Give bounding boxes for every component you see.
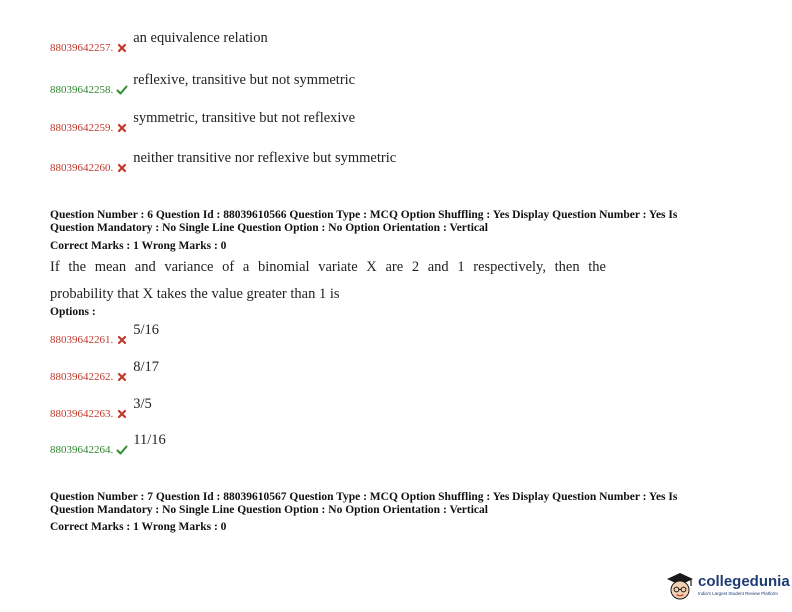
cross-icon: [116, 408, 128, 420]
option-id: 88039642258.: [50, 84, 114, 96]
question-text: probability that X takes the value greater than 1 is: [50, 286, 340, 302]
option-id: 88039642263.: [50, 408, 114, 420]
marks-line: Correct Marks : 1 Wrong Marks : 0: [50, 521, 227, 533]
option-text: 8/17: [133, 359, 160, 375]
option-id: 88039642261.: [50, 334, 114, 346]
option-text: 3/5: [133, 396, 152, 412]
option-text: 5/16: [133, 322, 160, 338]
option-text: reflexive, transitive but not symmetric: [133, 72, 356, 88]
option-id: 88039642262.: [50, 371, 114, 383]
option-text: symmetric, transitive but not reflexive: [133, 110, 356, 126]
cross-icon: [116, 122, 128, 134]
option-row: [50, 359, 160, 383]
option-id: 88039642259.: [50, 122, 114, 134]
check-icon: [116, 84, 128, 96]
option-text: neither transitive nor reflexive but symmetric: [133, 150, 397, 166]
option-row: [50, 150, 397, 174]
option-row: [50, 110, 356, 134]
question-text: If the mean and variance of a binomial variate X are 2 and 1 respectively, then the: [50, 259, 606, 275]
options-label: Options :: [50, 306, 96, 318]
question-meta-line: Question Number : 6 Question Id : 88039610566 Question Type : MCQ Option Shuffling : Yes Display Question Number : Yes Is: [50, 209, 678, 221]
cross-icon: [116, 162, 128, 174]
question-meta: [50, 209, 750, 235]
question-meta-line: Question Mandatory : No Single Line Question Option : No Option Orientation : Vertical: [50, 222, 488, 234]
option-text: 11/16: [133, 432, 166, 448]
check-icon: [116, 444, 128, 456]
option-id: 88039642260.: [50, 162, 114, 174]
option-text: an equivalence relation: [133, 30, 268, 46]
logo-wordmark: collegedunia: [698, 573, 790, 590]
option-id: 88039642257.: [50, 42, 114, 54]
question-meta: [50, 491, 750, 517]
option-row: [50, 72, 356, 96]
question-meta-line: Question Mandatory : No Single Line Question Option : No Option Orientation : Vertical: [50, 504, 488, 516]
cross-icon: [116, 334, 128, 346]
question-meta-line: Question Number : 7 Question Id : 88039610567 Question Type : MCQ Option Shuffling : Yes Display Question Number : Yes Is: [50, 491, 678, 503]
option-row: [50, 432, 166, 456]
option-row: [50, 30, 268, 54]
collegedunia-logo: [664, 570, 790, 602]
marks-line: Correct Marks : 1 Wrong Marks : 0: [50, 240, 227, 252]
logo-tagline: India's Largest Student Review Platform: [698, 591, 778, 596]
graduate-mascot-icon: [664, 570, 696, 602]
option-id: 88039642264.: [50, 444, 114, 456]
cross-icon: [116, 42, 128, 54]
cross-icon: [116, 371, 128, 383]
option-row: [50, 396, 152, 420]
option-row: [50, 322, 160, 346]
